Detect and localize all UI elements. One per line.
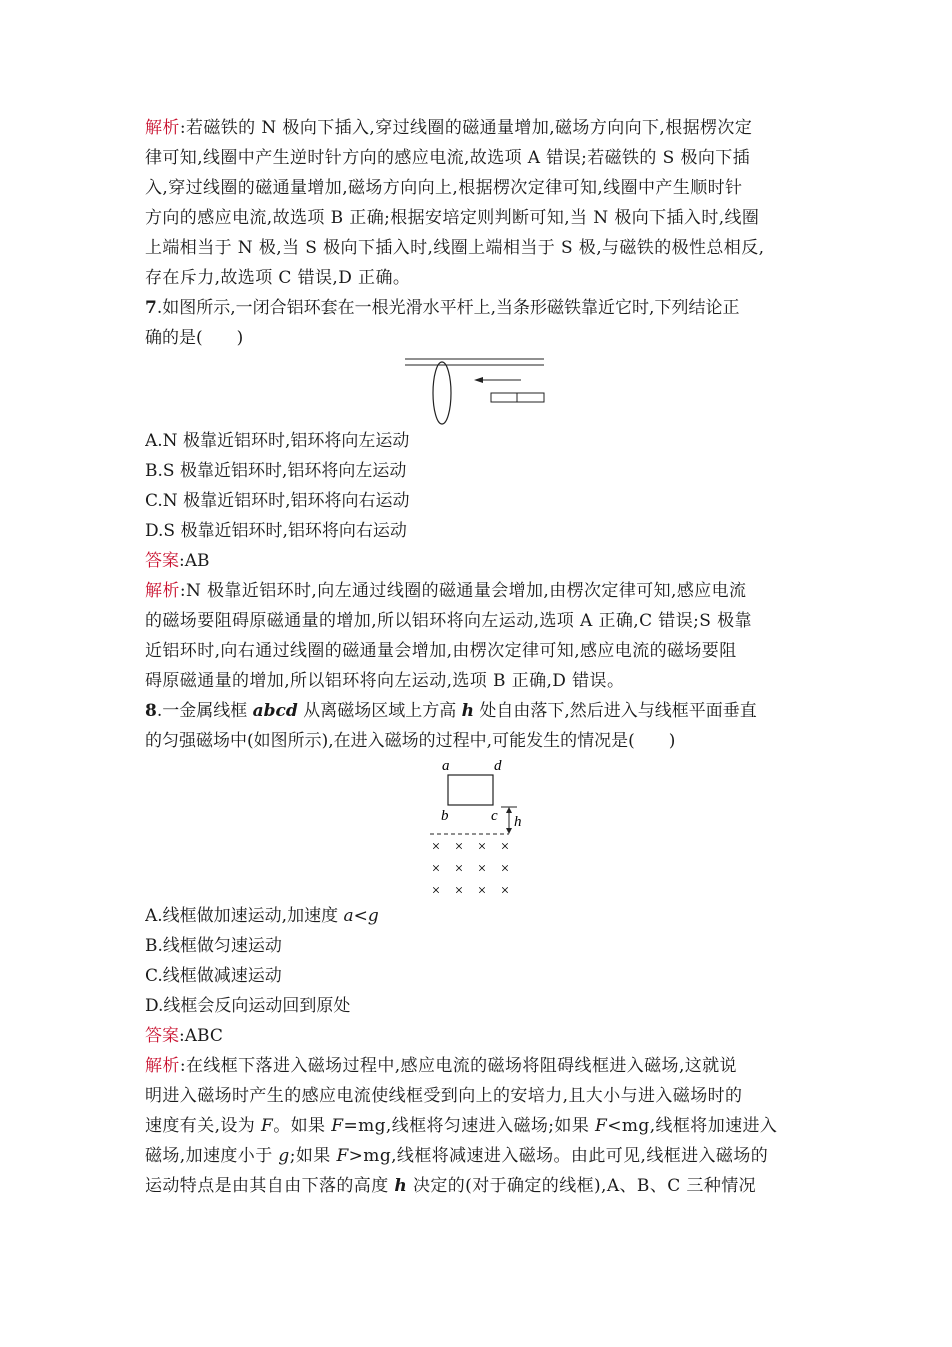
q8-analysis: 解析:在线框下落进入磁场过程中,感应电流的磁场将阻碍线框进入磁场,这就说 明进入磁场时产生的感应电流使线框受到向上的安培力,且大小与进入磁场时的 速度有关,设为 F。如果 F=mg,线框将匀速进入磁场;如果 F<mg,线框将加速进入 磁场,加速度小于 g;如果 F>mg,线框将减速进入磁场。由此可见,线框进入磁场的 运动特点是由其自由下落的高度 h 决定的(对于确定的线框),A、B、C 三种情况 — [145, 1051, 810, 1201]
answer-label: 答案 — [145, 551, 179, 571]
q7-figure — [145, 353, 810, 426]
cross-icon: × — [500, 861, 510, 877]
cross-icon: × — [454, 839, 464, 855]
q7-option-a: A.N 极靠近铝环时,铝环将向左运动 — [145, 431, 410, 451]
q6-analysis — [145, 113, 810, 293]
q8-option-c: C.线框做减速运动 — [145, 966, 282, 986]
page-content — [145, 113, 810, 1201]
cross-icon: × — [454, 861, 464, 877]
question-number: 7 — [145, 298, 157, 318]
cross-icon: × — [500, 883, 510, 899]
q8-analysis-line: 明进入磁场时产生的感应电流使线框受到向上的安培力,且大小与进入磁场时的 — [145, 1086, 743, 1106]
ring-rod-magnet-diagram — [145, 353, 810, 426]
q8-figure — [145, 756, 810, 901]
cross-icon: × — [477, 839, 487, 855]
q7-stem: 7.如图所示,一闭合铝环套在一根光滑水平杆上,当条形磁铁靠近它时,下列结论正 — [145, 298, 740, 318]
q7-analysis: 解析:N 极靠近铝环时,向左通过线圈的磁通量会增加,由楞次定律可知,感应电流 的磁场要阻碍原磁通量的增加,所以铝环将向左运动,选项 A 正确,C 错误;S 极靠 近铝环时,向右通过线圈的磁通量会增加,由楞次定律可知,感应电流的磁场要阻 碍原磁通量的增加,所以铝环将向左运动,选项 B 正确,D 错误。 — [145, 576, 810, 696]
q8-analysis-line: 速度有关,设为 F。如果 F=mg,线框将匀速进入磁场;如果 F<mg,线框将加速进入 — [145, 1116, 778, 1136]
q8-stem: 的匀强磁场中(如图所示),在进入磁场的过程中,可能发生的情况是( ) — [145, 731, 676, 751]
q7-option-b: B.S 极靠近铝环时,铝环将向左运动 — [145, 461, 407, 481]
q6-analysis-line: 律可知,线圈中产生逆时针方向的感应电流,故选项 A 错误;若磁铁的 S 极向下插 — [145, 148, 751, 168]
label-h: h — [514, 814, 522, 830]
q8-analysis-line: 磁场,加速度小于 g;如果 F>mg,线框将减速进入磁场。由此可见,线框进入磁场的 — [145, 1146, 769, 1166]
q7-analysis-line: 碍原磁通量的增加,所以铝环将向左运动,选项 B 正确,D 错误。 — [145, 671, 625, 691]
label-d: d — [494, 758, 502, 774]
q6-analysis-line: 解析:若磁铁的 N 极向下插入,穿过线圈的磁通量增加,磁场方向向下,根据楞次定 — [145, 118, 753, 138]
q8-answer: 答案:ABC — [145, 1026, 223, 1046]
q6-analysis-line: 上端相当于 N 极,当 S 极向下插入时,线圈上端相当于 S 极,与磁铁的极性总相反, — [145, 238, 765, 258]
q6-analysis-line: 入,穿过线圈的磁通量增加,磁场方向向上,根据楞次定律可知,线圈中产生顺时针 — [145, 178, 743, 198]
label-c: c — [491, 808, 498, 824]
cross-icon: × — [477, 861, 487, 877]
cross-icon: × — [431, 861, 441, 877]
q8-option-a: A.线框做加速运动,加速度 a<g — [145, 906, 379, 926]
q7-answer: 答案:AB — [145, 551, 210, 571]
q8-option-d: D.线框会反向运动回到原处 — [145, 996, 351, 1016]
aluminum-ring — [433, 362, 451, 424]
q7-option-c: C.N 极靠近铝环时,铝环将向右运动 — [145, 491, 410, 511]
cross-icon: × — [431, 883, 441, 899]
q7-analysis-line: 的磁场要阻碍原磁通量的增加,所以铝环将向左运动,选项 A 正确,C 错误;S 极靠 — [145, 611, 752, 631]
label-a: a — [442, 758, 450, 774]
question-number: 8 — [145, 701, 157, 721]
analysis-label: 解析 — [145, 1056, 180, 1076]
q6-analysis-line: 方向的感应电流,故选项 B 正确;根据安培定则判断可知,当 N 极向下插入时,线圈 — [145, 208, 760, 228]
cross-icon: × — [500, 839, 510, 855]
cross-icon: × — [477, 883, 487, 899]
q8-analysis-line: 运动特点是由其自由下落的高度 h 决定的(对于确定的线框),A、B、C 三种情况 — [145, 1176, 757, 1196]
q7-option-d: D.S 极靠近铝环时,铝环将向右运动 — [145, 521, 407, 541]
arrow-down-icon — [506, 828, 512, 834]
q7-analysis-line: 近铝环时,向右通过线圈的磁通量会增加,由楞次定律可知,感应电流的磁场要阻 — [145, 641, 737, 661]
magnetic-field-crosses — [432, 839, 509, 899]
answer-label: 答案 — [145, 1026, 179, 1046]
q6-analysis-line: 存在斥力,故选项 C 错误,D 正确。 — [145, 268, 411, 288]
arrow-up-icon — [506, 807, 512, 813]
q8-stem: 8.一金属线框 abcd 从离磁场区域上方高 h 处自由落下,然后进入与线框平面垂直 — [145, 701, 757, 721]
q7-stem: 确的是( ) — [145, 328, 244, 348]
question-8 — [145, 696, 810, 1201]
cross-icon: × — [454, 883, 464, 899]
question-7 — [145, 293, 810, 696]
label-b: b — [441, 808, 449, 824]
cross-icon: × — [431, 839, 441, 855]
q8-option-b: B.线框做匀速运动 — [145, 936, 282, 956]
wire-frame — [448, 775, 493, 805]
arrow-head-icon — [474, 377, 483, 383]
analysis-label: 解析 — [145, 581, 180, 601]
analysis-label: 解析 — [145, 118, 180, 138]
frame-field-diagram — [145, 756, 810, 901]
